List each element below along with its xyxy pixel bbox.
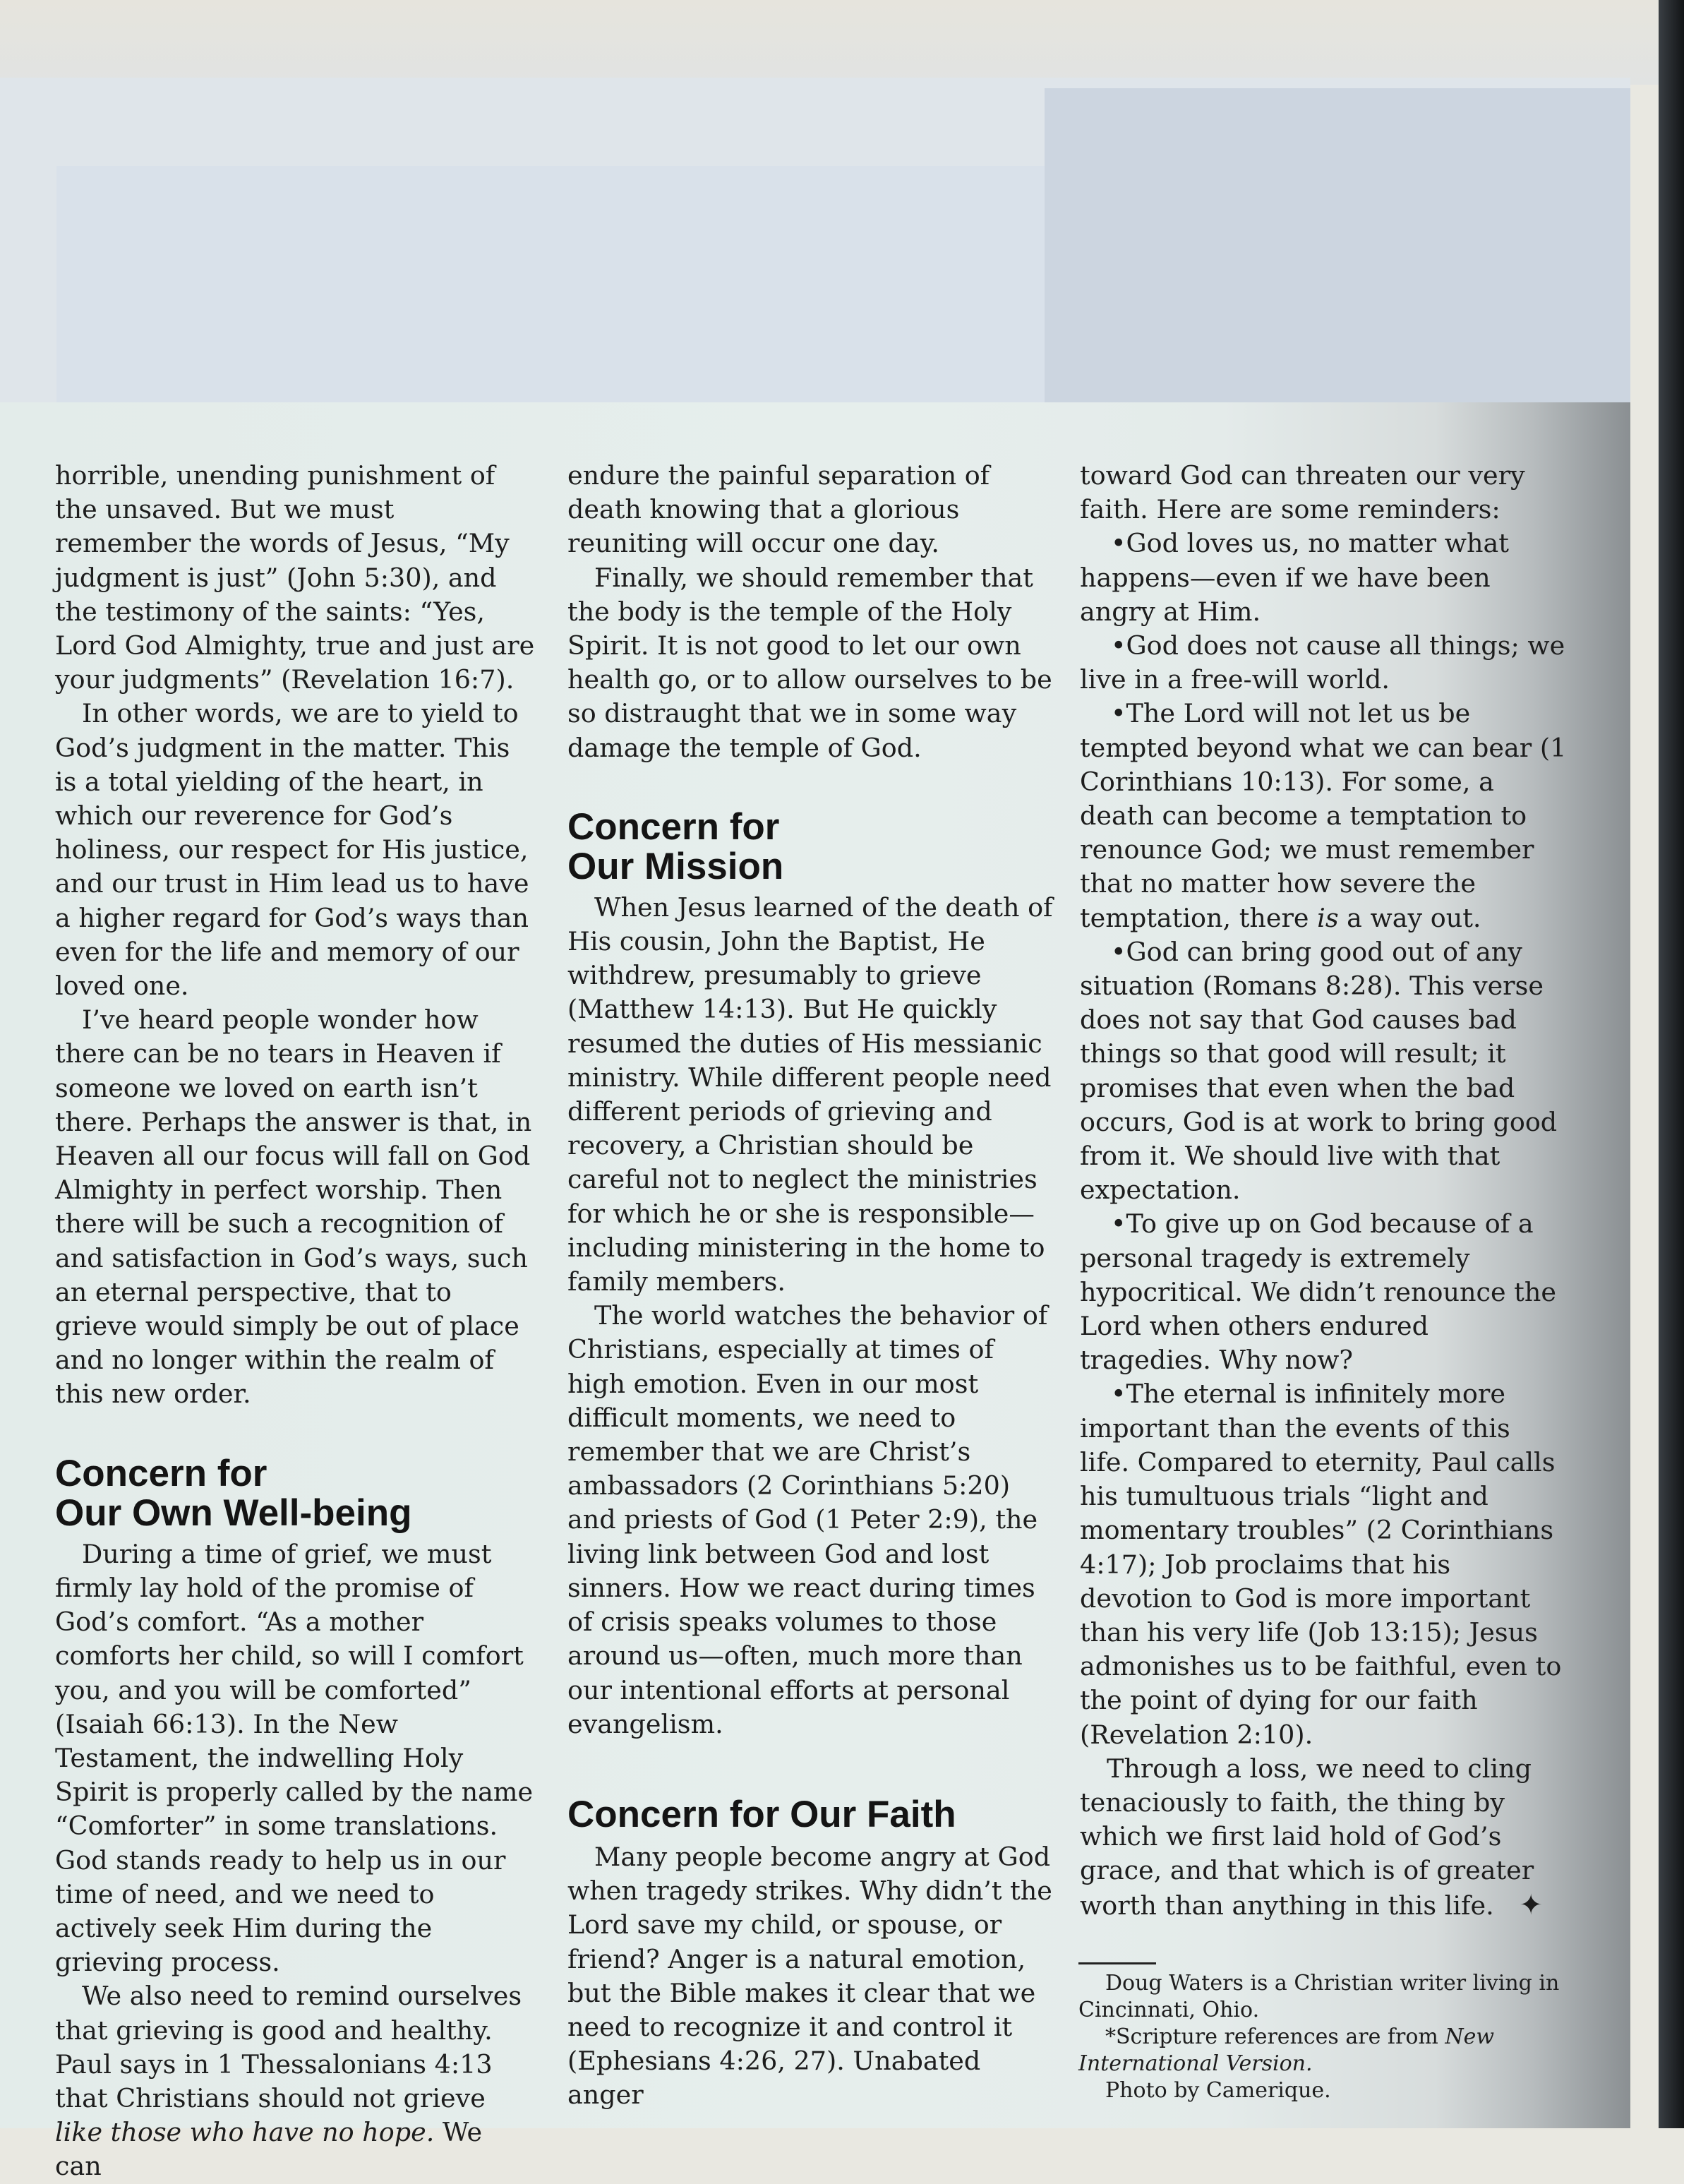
bio-photo-credit: Photo by Camerique. (1105, 2078, 1331, 2103)
paragraph: Finally, we should remember that the body is the temple of the Holy Spirit. It is not good to let our own health go, or to allow ourselves to be so distraught that we in some way damage the temple of God. (567, 562, 1052, 763)
page-top-margin (0, 0, 1659, 85)
text-run: We also need to remind ourselves that grieving is good and healthy. Paul says in 1 Thessalonians 4:13 that Christians should not grieve (55, 1981, 522, 2113)
page-edge-shadow (1659, 0, 1684, 2128)
end-mark-icon: ✦ (1519, 1888, 1543, 1921)
bullet-item: •God does not cause all things; we live in a free-will world. (1080, 630, 1565, 695)
bullet-item: •God loves us, no matter what happens—even if we have been angry at Him. (1080, 528, 1509, 627)
emphasis: like those who have no hope. (55, 2117, 435, 2148)
section-heading-faith (567, 1795, 1054, 1835)
heading-line: Concern for Our Faith (567, 1793, 956, 1835)
bullet-item: •God can bring good out of any situation (Romans 8:28). This verse does not say that God causes bad things so that good will result; it promises that even when the bad occurs, God is at work to bring good from it. We should live with that expectation. (1080, 936, 1558, 1206)
paragraph: The world watches the behavior of Christians, especially at times of high emotion. Even in our most difficult moments, we need to remember that we are Christ’s ambassadors (2 Corinthians 5:20) and priests of God (1 Peter 2:9), the living link between God and lost sinners. How we react during times of crisis speaks volumes to those around us—often, much more than our intentional efforts at personal evangelism. (567, 1300, 1048, 1739)
article-column-3 (1080, 459, 1567, 1923)
text-run: Through a loss, we need to cling tenaciously to faith, the thing by which we first laid hold of God’s grace, and that which is of greater worth than anything in this life. (1080, 1753, 1534, 1921)
author-bio (1078, 1962, 1572, 2104)
bio-author: Doug Waters is a Christian writer living in Cincinnati, Ohio. (1078, 1971, 1560, 2022)
emphasis: is (1317, 902, 1339, 933)
heading-line: Concern for (567, 805, 780, 848)
article-column-2 (567, 459, 1054, 2113)
paragraph (55, 1979, 535, 2183)
bullet-item (1080, 697, 1567, 935)
heading-line: Our Mission (567, 845, 784, 887)
section-heading-mission (567, 805, 1054, 887)
paragraph: horrible, unending punishment of the unsaved. But we must remember the words of Jesus, “My judgment is just” (John 5:30), and the testimony of the saints: “Yes, Lord God Almighty, true and just are your judgments” (Revelation 16:7). (55, 460, 535, 695)
paragraph: Many people become angry at God when tragedy strikes. Why didn’t the Lord save my child, or spouse, or friend? Anger is a natural emotion, but the Bible makes it clear that we need to recognize it and control it (Ephesians 4:26, 27). Unabated anger (567, 1841, 1052, 2111)
paragraph: During a time of grief, we must firmly lay hold of the promise of God’s comfort. “As a mother comforts her child, so will I comfort you, and you will be comforted” (Isaiah 66:13). In the New Testament, the indwelling Holy Spirit is properly called by the name “Comforter” in some translations. God stands ready to help us in our time of need, and we need to actively seek Him during the grieving process. (55, 1538, 534, 1978)
heading-line: Our Own Well-being (55, 1492, 412, 1534)
text-run: a way out. (1347, 902, 1481, 933)
paragraph: toward God can threaten our very faith. Here are some reminders: (1080, 460, 1525, 525)
bio-scripture-note (1078, 2024, 1572, 2077)
photo-panel-right (1045, 88, 1630, 402)
text-run: *Scripture references are from (1105, 2024, 1438, 2049)
paragraph (1080, 1752, 1567, 1923)
heading-line: Concern for (55, 1452, 267, 1494)
bullet-item: •The eternal is infinitely more important than the events of this life. Compared to eternity, Paul calls his tumultuous trials “light and momentary troubles” (2 Corinthians 4:17); Job proclaims that his devotion to God is more important than his very life (Job 13:15); Jesus admonishes us to be faithful, even to the point of dying for our faith (Revelation 2:10). (1080, 1379, 1562, 1750)
article-column-1 (55, 459, 535, 2184)
paragraph: endure the painful separation of death knowing that a glorious reuniting will occur one day. (567, 460, 990, 559)
paragraph: In other words, we are to yield to God’s judgment in the matter. This is a total yielding of the heart, in which our reverence for God’s holiness, our respect for His justice, and our trust in Him lead us to have a higher regard for God’s ways than even for the life and memory of our loved one. (55, 698, 529, 1002)
text-run: We can (55, 2117, 483, 2182)
paragraph: When Jesus learned of the death of His cousin, John the Baptist, He withdrew, presumably to grieve (Matthew 14:13). But He quickly resumed the duties of His messianic ministry. While different people need different periods of grieving and recovery, a Christian should be careful not to neglect the ministries for which he or she is responsible—including ministering in the home to family members. (567, 892, 1053, 1297)
photo-panel-left (56, 166, 1045, 402)
paragraph: I’ve heard people wonder how there can be no tears in Heaven if someone we loved on earth isn’t there. Perhaps the answer is that, in Heaven all our focus will fall on God Almighty in perfect worship. Then there will be such a recognition of and satisfaction in God’s ways, such an eternal perspective, that to grieve would simply be out of place and no longer within the realm of this new order. (55, 1004, 532, 1410)
bullet-item: •To give up on God because of a personal tragedy is extremely hypocritical. We didn’t renounce the Lord when others endured tragedies. Why now? (1080, 1208, 1556, 1376)
section-heading-wellbeing (55, 1454, 535, 1533)
divider (1078, 1962, 1156, 1964)
emphasis: New International Version. (1078, 2024, 1495, 2076)
text-run: •The Lord will not let us be tempted beyond what we can bear (1 Corinthians 10:13). For some, a death can become a temptation to renounce God; we must remember that no matter how severe the temptation, there (1080, 698, 1567, 933)
